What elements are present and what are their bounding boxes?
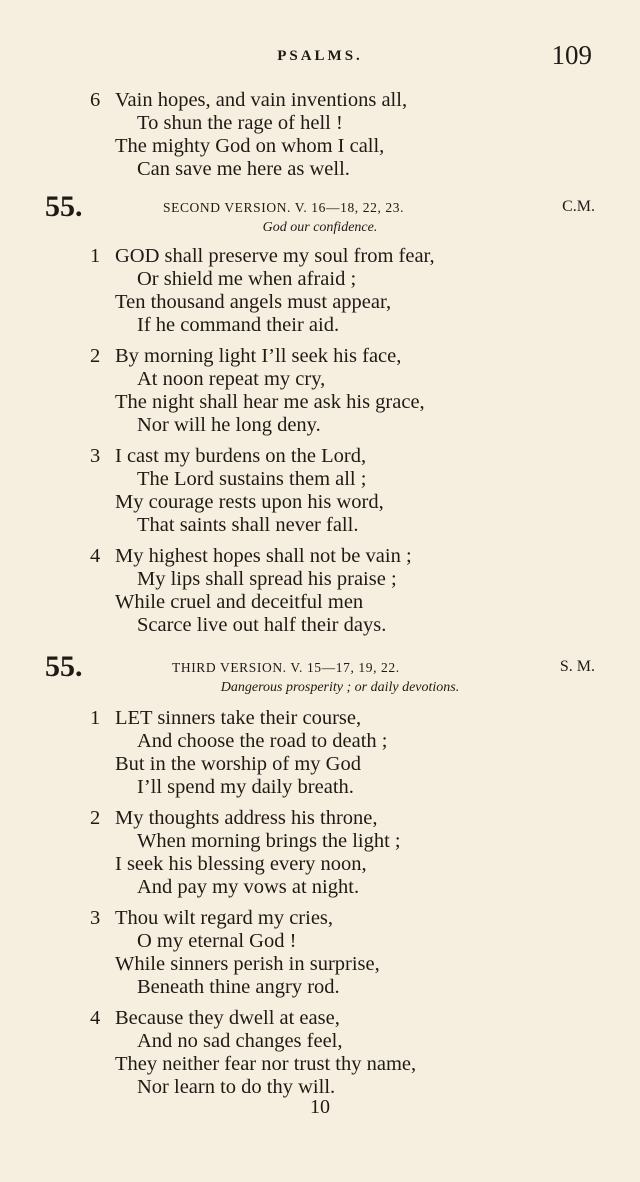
verse-line: And pay my vows at night.: [137, 876, 360, 898]
verse-line: They neither fear nor trust thy name,: [115, 1053, 417, 1075]
verse-line: Vain hopes, and vain inventions all,: [115, 89, 408, 111]
running-head: [0, 40, 640, 80]
stanza-number: 4: [90, 545, 101, 567]
stanza-number: 1: [90, 245, 101, 267]
verse-line: But in the worship of my God: [115, 753, 361, 775]
verse-line: Beneath thine angry rod.: [137, 976, 340, 998]
verse-line: That saints shall never fall.: [137, 514, 359, 536]
verse-line: I cast my burdens on the Lord,: [115, 445, 367, 467]
verse-line: I’ll spend my daily breath.: [137, 776, 354, 798]
stanza-number: 3: [90, 907, 101, 929]
verse-line: At noon repeat my cry,: [137, 368, 326, 390]
verse-line: Can save me here as well.: [137, 158, 350, 180]
verse-line: To shun the rage of hell !: [137, 112, 343, 134]
verse-line: Because they dwell at ease,: [115, 1007, 340, 1029]
verse-line: If he command their aid.: [137, 314, 340, 336]
verse-line: O my eternal God !: [137, 930, 297, 952]
version-line: SECOND VERSION. V. 16—18, 22, 23.: [163, 200, 405, 215]
hymn-subtitle: God our confidence.: [262, 220, 378, 235]
page-number: 109: [551, 40, 592, 70]
verse-line: And no sad changes feel,: [137, 1030, 343, 1052]
hymn-heading-second-version: [0, 190, 640, 240]
signature-mark: 10: [310, 1096, 330, 1118]
hymn-number: 55.: [45, 650, 83, 683]
verse-line: Nor will he long deny.: [137, 414, 321, 436]
verse-line: When morning brings the light ;: [137, 830, 401, 852]
verse-line: And choose the road to death ;: [137, 730, 388, 752]
verse-line: Ten thousand angels must appear,: [115, 291, 392, 313]
verse-line: By morning light I’ll seek his face,: [115, 345, 402, 367]
stanza-number: 3: [90, 445, 101, 467]
stanza-number: 4: [90, 1007, 101, 1029]
running-title: PSALMS.: [277, 48, 363, 64]
stanza-number: 2: [90, 345, 101, 367]
verse-line: GOD shall preserve my soul from fear,: [115, 245, 435, 267]
verse-line: My courage rests upon his word,: [115, 491, 384, 513]
verse-line: My highest hopes shall not be vain ;: [115, 545, 412, 567]
verse-line: While cruel and deceitful men: [115, 591, 364, 613]
hymn-number: 55.: [45, 190, 83, 223]
hymn-heading-third-version: [0, 650, 640, 700]
verse-line: Scarce live out half their days.: [137, 614, 387, 636]
stanza-number: 1: [90, 707, 101, 729]
verse-line: The night shall hear me ask his grace,: [115, 391, 425, 413]
meter-label: S. M.: [559, 658, 595, 675]
verse-line: While sinners perish in surprise,: [115, 953, 380, 975]
verse-line: The mighty God on whom I call,: [115, 135, 385, 157]
stanza-number: 6: [90, 89, 101, 111]
verse-line: Or shield me when afraid ;: [137, 268, 357, 290]
verse-line: Nor learn to do thy will.: [137, 1076, 336, 1098]
verse-line: The Lord sustains them all ;: [137, 468, 367, 490]
verse-line: My thoughts address his throne,: [115, 807, 378, 829]
verse-line: Thou wilt regard my cries,: [115, 907, 334, 929]
verse-line: My lips shall spread his praise ;: [137, 568, 397, 590]
stanza-number: 2: [90, 807, 101, 829]
hymn-subtitle: Dangerous prosperity ; or daily devotions.: [220, 680, 460, 695]
version-line: THIRD VERSION. V. 15—17, 19, 22.: [172, 660, 400, 675]
verse-line: LET sinners take their course,: [115, 707, 362, 729]
verse-line: I seek his blessing every noon,: [115, 853, 367, 875]
meter-label: C.M.: [562, 198, 595, 215]
